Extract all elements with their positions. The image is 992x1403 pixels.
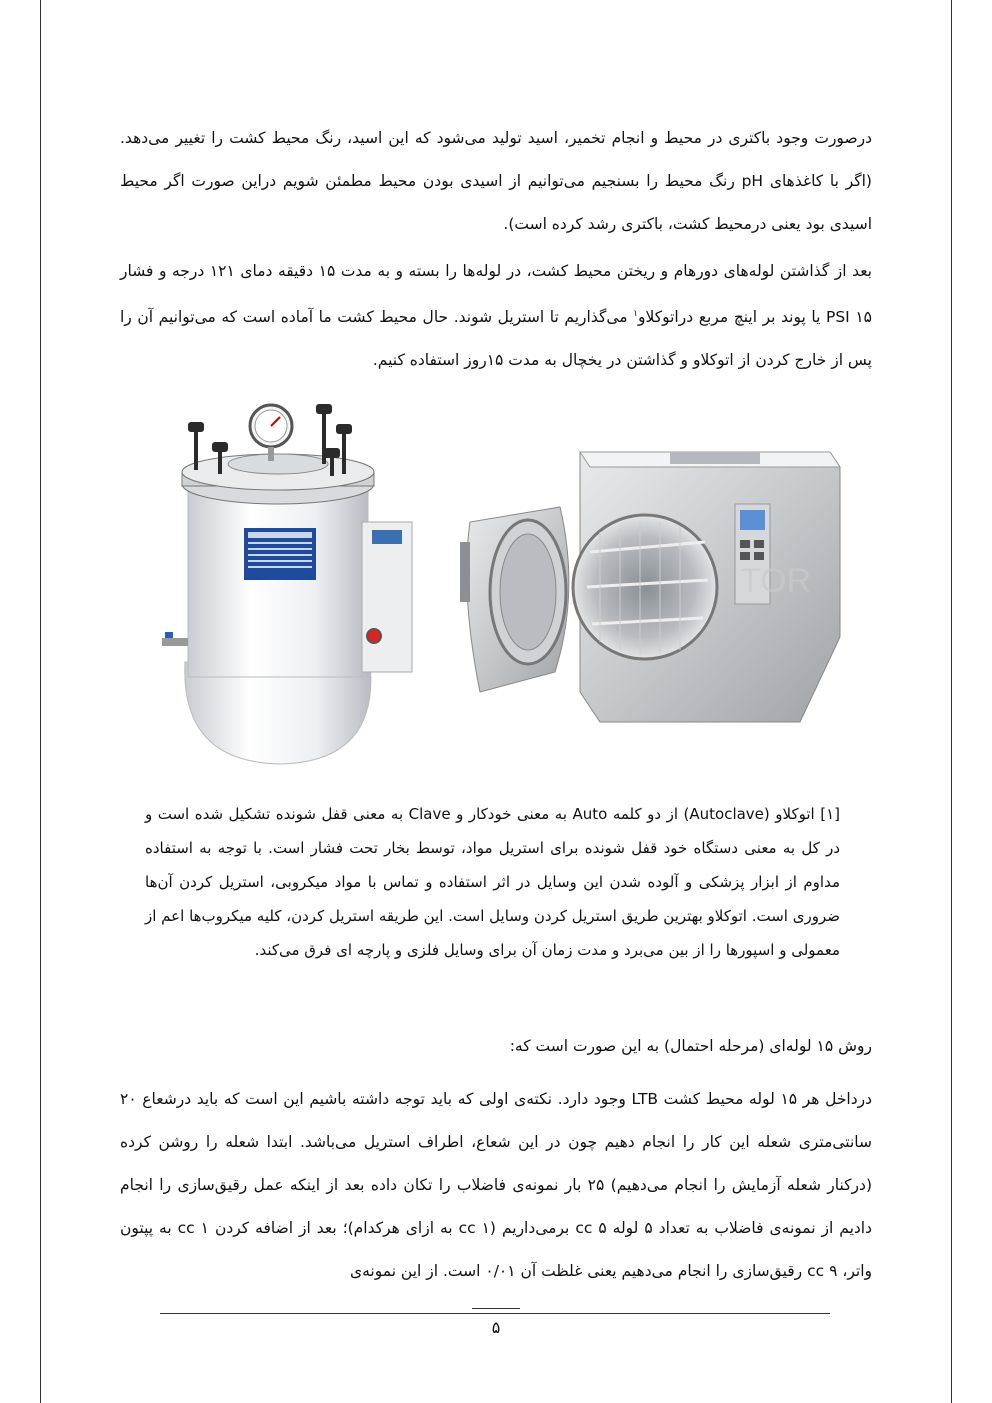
autoclave-figure [140,392,860,782]
paragraph-15-tube-method: روش ۱۵ لوله‌ای (مرحله احتمال) به این صورت است که: [509,1037,872,1055]
paragraph-sterilization-part2: می‌گذاریم تا استریل شوند. حال محیط کشت ما آماده است که می‌توانیم آن را پس از خارج کردن از اتوکلاو و گذاشتن در یخچال به مدت ۱۵روز استفاده کنیم. [120,308,872,370]
vertical-autoclave [162,404,412,764]
paragraph-sterilization [120,250,872,382]
page-number: ۵ [491,1318,501,1337]
footnote-autoclave: [۱] اتوکلاو (Autoclave) از دو کلمه Auto به معنی خودکار و Clave به معنی قفل شونده تشکیل شده است و در کل به معنی دستگاه خود قفل شونده برای استریل مواد، توسط بخار تحت فشار است. با توجه به استفاده مداوم از ابزار پزشکی و آلوده شدن این وسایل در اثر استفاده و تماس با مواد میکروبی، استریل کردن آن‌ها ضروری است. اتوکلاو بهترین طریق استریل کردن وسایل است. این طریقه استریل کردن، کلیه میکروب‌ها اعم از معمولی و اسپورها را از بین می‌برد و مدت زمان آن برای وسایل فلزی و پارچه ای فرق می‌کند. [145,805,840,959]
page-border-right [951,0,952,1403]
footer-rule-short [472,1308,520,1309]
watermark-text: TOR [740,562,812,600]
footnote-ref: ۱ [633,309,638,319]
paragraph-sterilization-part1: بعد از گذاشتن لوله‌های دورهام و ریختن محیط کشت، در لوله‌ها را بسته و به مدت ۱۵ دقیقه دمای ۱۲۱ درجه و فشار PSI ۱۵ یا پوند بر اینچ مربع دراتوکلاو [120,262,873,327]
paragraph-ph-indicator: درصورت وجود باکتری در محیط و انجام تخمیر، اسید تولید می‌شود که این اسید، رنگ محیط کشت را تغییر می‌دهد. (اگر با کاغذهای pH رنگ محیط را بسنجیم می‌توانیم از اسیدی بودن محیط مطمئن شویم دراین صورت اگر محیط اسیدی بود یعنی درمحیط کشت، باکتری رشد کرده است). [120,129,872,233]
paragraph-ltb-procedure: درداخل هر ۱۵ لوله محیط کشت LTB وجود دارد. نکته‌ی اولی که باید توجه داشته باشیم این است که باید درشعاع ۲۰ سانتی‌متری شعله این کار را انجام دهیم چون در این شعاع، اطراف استریل می‌باشد. ابتدا شعله را روشن کرده (درکنار شعله آزمایش را انجام می‌دهیم) ۲۵ بار نمونه‌ی فاضلاب را تکان داده بعد از اینکه عمل رقیق‌سازی را انجام دادیم از نمونه‌ی فاضلاب به تعداد ۵ لوله cc ۵ برمی‌داریم (cc ۱ به ازای هرکدام)؛ بعد از اضافه کردن cc ۱ به پپتون واتر، cc ۹ رقیق‌سازی را انجام می‌دهیم یعنی غلظت آن ۰/۰۱ است. از این نمونه‌ی [120,1090,873,1280]
front-loading-autoclave [460,452,840,722]
footer-rule [160,1313,830,1314]
page-border-left [40,0,41,1403]
